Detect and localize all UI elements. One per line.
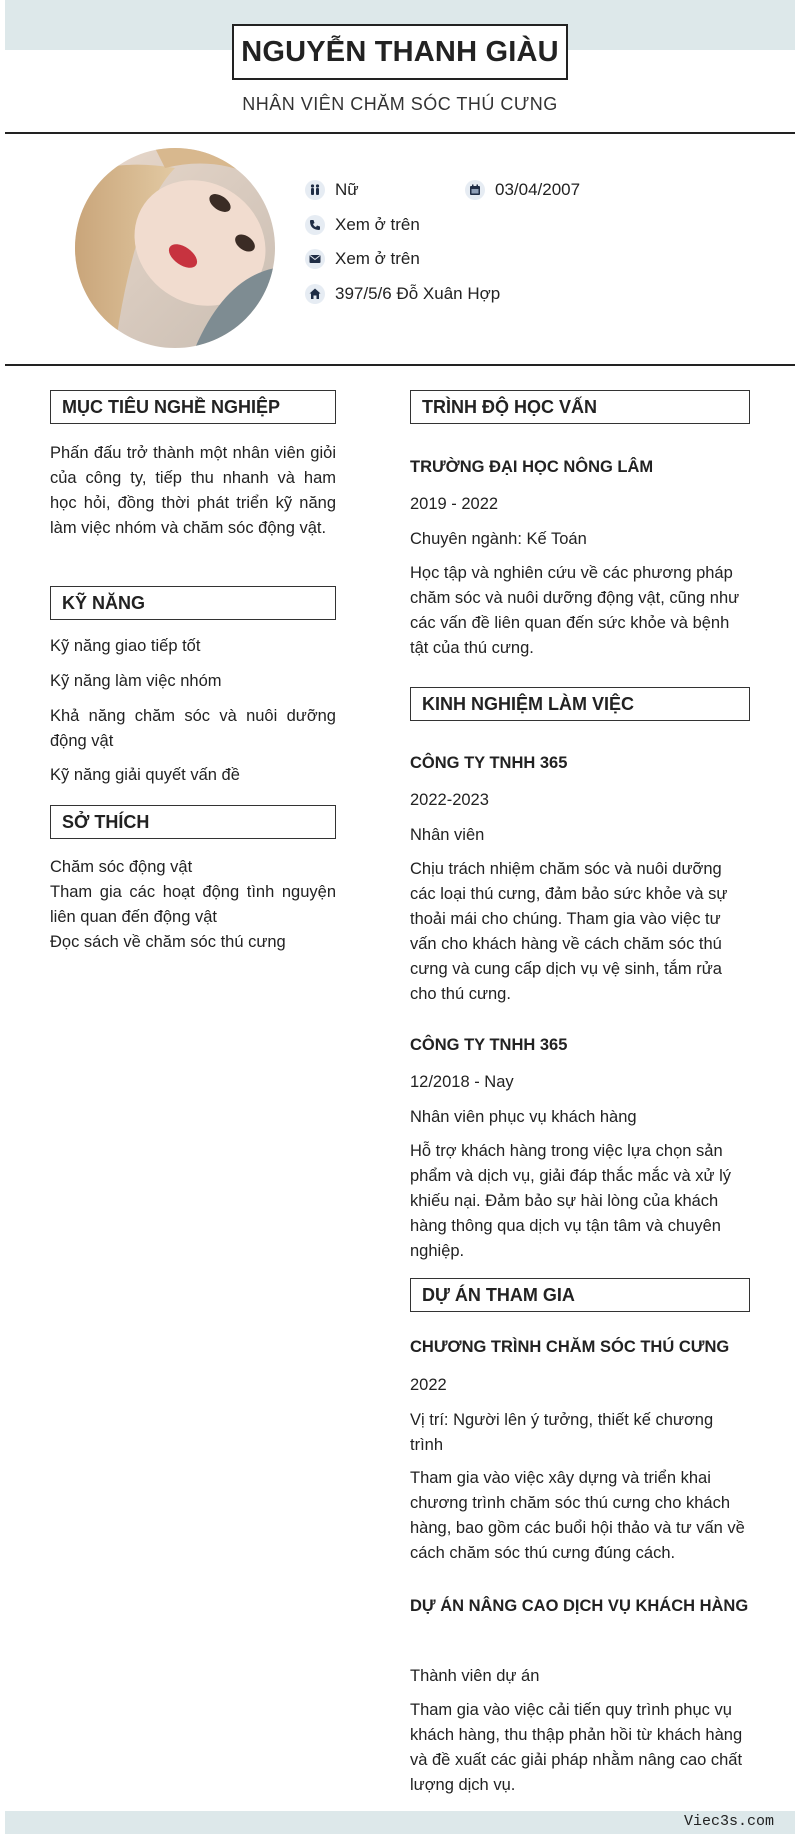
avatar-photo <box>75 148 275 348</box>
experience-title: KINH NGHIỆM LÀM VIỆC <box>410 687 750 721</box>
gender-icon <box>305 180 325 200</box>
address-value: 397/5/6 Đỗ Xuân Hợp <box>335 284 501 303</box>
hobby-item: Đọc sách về chăm sóc thú cưng <box>50 933 286 951</box>
skill-item: Kỹ năng làm việc nhóm <box>50 672 222 690</box>
school-name: TRƯỜNG ĐẠI HỌC NÔNG LÂM <box>410 458 654 476</box>
project-role: Thành viên dự án <box>410 1667 540 1685</box>
birthday-value: 03/04/2007 <box>495 180 581 199</box>
email-value: Xem ở trên <box>335 249 420 268</box>
footer-band <box>5 1811 795 1834</box>
skill-item: Khả năng chăm sóc và nuôi dưỡng động vật <box>50 707 336 750</box>
objective-title: MỤC TIÊU NGHỀ NGHIỆP <box>50 390 336 424</box>
project-description: Tham gia vào việc xây dựng và triển khai chương trình chăm sóc thú cưng cho khách hàng, bao gồm các buổi hội thảo và tư vấn về cách chăm sóc thú cưng đúng cách. <box>410 1469 745 1562</box>
projects-title: DỰ ÁN THAM GIA <box>410 1278 750 1312</box>
job-position: Nhân viên <box>410 826 485 844</box>
job-period: 2022-2023 <box>410 791 489 809</box>
job-position: Nhân viên phục vụ khách hàng <box>410 1108 637 1126</box>
company-name: CÔNG TY TNHH 365 <box>410 1036 568 1054</box>
project-name: CHƯƠNG TRÌNH CHĂM SÓC THÚ CƯNG <box>410 1338 730 1356</box>
divider-top <box>5 132 795 134</box>
hobby-item: Chăm sóc động vật <box>50 858 193 876</box>
skills-title: KỸ NĂNG <box>50 586 336 620</box>
avatar <box>75 148 275 348</box>
project-description: Tham gia vào việc cải tiến quy trình phục vụ khách hàng, thu thập phản hồi từ khách hàng và đề xuất các giải pháp nhằm nâng cao chất lượng dịch vụ. <box>410 1701 743 1794</box>
skill-item: Kỹ năng giải quyết vấn đề <box>50 766 240 784</box>
phone-value: Xem ở trên <box>335 215 420 234</box>
divider-middle <box>5 364 795 366</box>
hobbies-title: SỞ THÍCH <box>50 805 336 839</box>
education-major: Chuyên ngành: Kế Toán <box>410 530 587 548</box>
email-icon <box>305 249 325 269</box>
job-description: Chịu trách nhiệm chăm sóc và nuôi dưỡng các loại thú cưng, đảm bảo sức khỏe và sự thoải mái cho chúng. Tham gia vào việc tư vấn cho khách hàng về cách chăm sóc thú cưng và cung cấp dịch vụ vệ sinh, tắm rửa cho thú cưng. <box>410 860 728 1003</box>
company-name: CÔNG TY TNHH 365 <box>410 754 568 772</box>
birthday-row <box>465 180 580 200</box>
education-title: TRÌNH ĐỘ HỌC VẤN <box>410 390 750 424</box>
address-row <box>305 284 500 304</box>
project-name: DỰ ÁN NÂNG CAO DỊCH VỤ KHÁCH HÀNG <box>410 1597 749 1615</box>
job-description: Hỗ trợ khách hàng trong việc lựa chọn sản phẩm và dịch vụ, giải đáp thắc mắc và xử lý khiếu nại. Đảm bảo sự hài lòng của khách hàng thông qua dịch vụ tận tâm và chuyên nghiệp. <box>410 1142 732 1260</box>
job-period: 12/2018 - Nay <box>410 1073 514 1091</box>
gender-row <box>305 180 359 200</box>
education-period: 2019 - 2022 <box>410 495 499 513</box>
skill-item: Kỹ năng giao tiếp tốt <box>50 637 201 655</box>
candidate-name: NGUYỄN THANH GIÀU <box>232 24 568 80</box>
education-description: Học tập và nghiên cứu về các phương pháp chăm sóc và nuôi dưỡng động vật, cũng như các vấn đề liên quan đến sức khỏe và bệnh tật của thú cưng. <box>410 564 740 657</box>
job-title: NHÂN VIÊN CHĂM SÓC THÚ CƯNG <box>242 94 558 114</box>
gender-value: Nữ <box>335 180 359 199</box>
watermark: Viec3s.com <box>683 1813 774 1830</box>
objective-text: Phấn đấu trở thành một nhân viên giỏi của công ty, tiếp thu nhanh và ham học hỏi, đồng thời phát triển kỹ năng làm việc nhóm và chăm sóc động vật. <box>50 444 336 537</box>
email-row <box>305 249 420 269</box>
phone-icon <box>305 215 325 235</box>
calendar-icon <box>465 180 485 200</box>
project-period: 2022 <box>410 1376 447 1394</box>
hobby-item: Tham gia các hoạt động tình nguyện liên quan đến động vật <box>50 883 336 926</box>
home-icon <box>305 284 325 304</box>
phone-row <box>305 215 420 235</box>
project-role: Vị trí: Người lên ý tưởng, thiết kế chương trình <box>410 1411 714 1454</box>
